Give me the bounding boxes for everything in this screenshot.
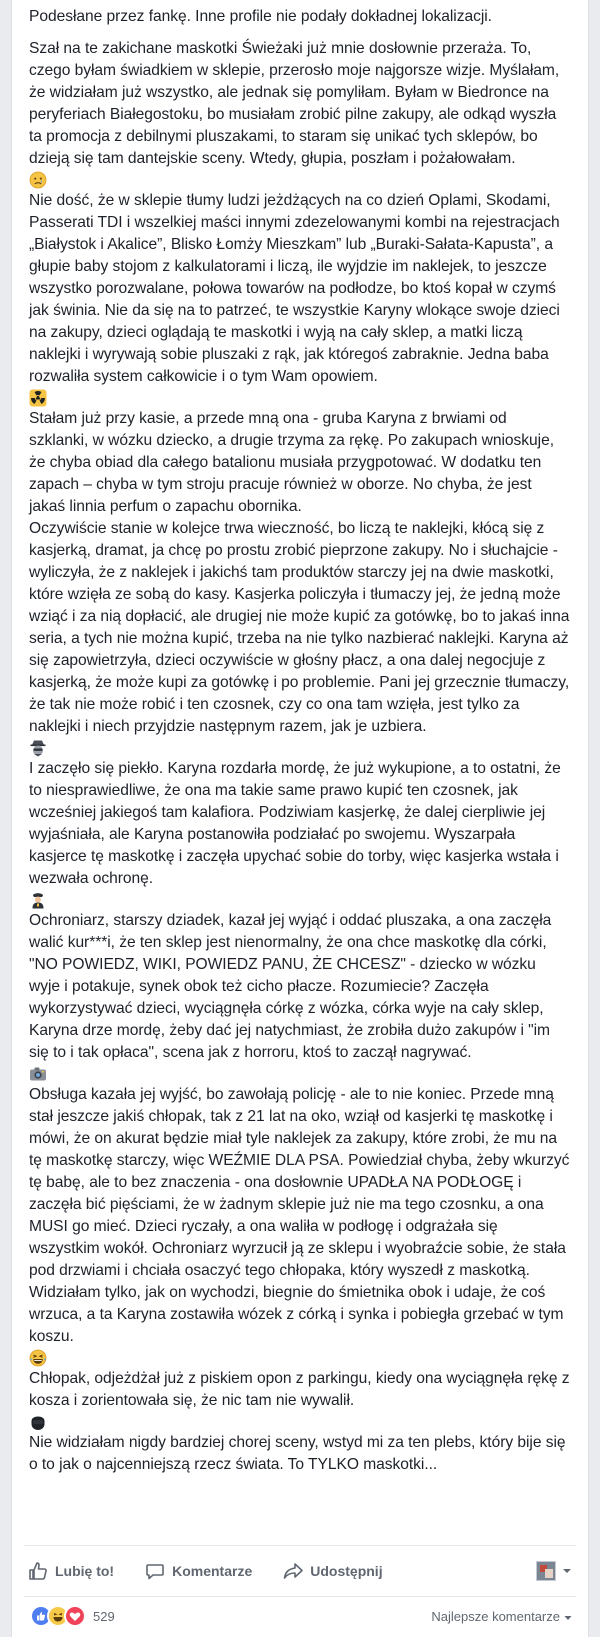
post-paragraph: Stałam już przy kasie, a przede mną ona - gruba Karyna z brwiami od szklanki, w wózku dziecko, a drugie trzyma za rękę. Po zakupach wnioskuje, że chyba obiad dla całego batalionu musiała przygpotować. W dodatku ten zapach – chyba w tym stroju pracuje również w oborze. No chyba, że jest jakaś linnia perfum o zapachu obornika. [29,410,554,515]
laughing-icon [29,1349,47,1367]
comment-label: Komentarze [172,1563,253,1579]
thumbs-up-icon [28,1561,48,1581]
post-body [12,0,588,1476]
reaction-count[interactable]: 529 [93,1608,115,1624]
reaction-icons[interactable] [30,1605,81,1627]
like-button[interactable] [28,1561,114,1581]
avatar [536,1561,556,1581]
post-paragraph: Obsługa kazała jej wyjść, bo zawołają policję - ale to nie koniec. Przede mną stał jeszcze jakiś chłopak, tak z 21 lat na oko, wziął od kasjerki tę maskotkę i mówi, że on akurat będzie miał tyle naklejek za zakupy, które zrobi, że mu na tę maskotkę starczy, więc WEŹMIE DLA PSA. Powiedział chyba, żeby wkurzyć tę babę, ale to bez znaczenia - ona dosłownie UPADŁA NA PODŁOGĘ i zaczęła bić pięściami, że w żadnym sklepie już nie ma tego czosnku, a ona MUSI go mieć. Dzieci ryczały, a ona waliła w podłogę i odgrażała się wszystkim wokół. Ochroniarz wyrzucił ją ze sklepu i wyobraźcie sobie, że stała pod drzwiami i chciała osaczyć tego chłopaka, który wyszedł z maskotką. Widziałam tylko, jak on wychodzi, biegnie do śmietnika obok i udaje, że coś wrzuca, a ta Karyna zostawiła wózek z córką i synka i pobiegła grzebać w tym koszu. [29,1086,570,1345]
sort-label: Najlepsze komentarze [431,1608,560,1624]
facebook-post [11,0,589,1637]
post-as-selector[interactable] [536,1561,572,1581]
share-button[interactable] [283,1561,382,1581]
camera-icon [29,1065,47,1083]
caret-down-icon [564,1609,572,1624]
post-paragraph: Oczywiście stanie w kolejce trwa wieczność, bo liczą te naklejki, kłócą się z kasjerką, dramat, ja chcę po prostu zrobić pieprzone zakupy. No i słuchajcie - wyliczyła, że z naklejek i jakichś tam produktów starczy jej na dwie maskotki, które wzięła ze sobą do kasy. Kasjerka policzyła i tłumaczy jej, że jedną może wziąć i za nią dopłacić, ale drugiej nie może kupić za gotówkę, bo to jakaś inna seria, a tych nie można kupić, trzeba na nie tylko nazbierać naklejki. Karyna aż się zapowietrzyła, dzieci oczywiście w głośny płacz, a ona dalej negocjuje z kasjerką, że może kupi za gotówkę i po problemie. Pani jej grzecznie tłumaczy, że tak nie może robić i ten czosnek, czy co ona tam wzięła, jest tylko za naklejki i niech przyjdzie następnym razem, jak je uzbiera. [29,520,570,735]
comment-button[interactable] [145,1561,252,1581]
dark-face-icon [29,1413,47,1431]
love-reaction-icon [64,1605,86,1627]
post-paragraph: I zaczęło się piekło. Karyna rozdarła mordę, że już wykupione, a to ostatni, że to niesprawiedliwe, że ona ma takie same prawo kupić ten czosnek, jak wcześniej jakiegoś tam kalafiora. Podziwiam kasjerkę, że dalej cierpliwie jej wyjaśniała, ale Karyna postanowiła podziałać po swojemu. Wyszarpała kasjerce tę maskotkę i zaczęła upychać sobie do torby, więc kasjerka wstała i wezwała ochronę. [29,760,561,887]
caret-down-icon [562,1562,572,1580]
like-label: Lubię to! [55,1563,115,1579]
post-paragraph: Ochroniarz, starszy dziadek, kazał jej wyjąć i oddać pluszaka, a ona zaczęła walić kur***i, że ten sklep jest nienormalny, że ona chce maskotkę dla córki, "NO POWIEDZ, WIKI, POWIEDZ PANU, ŻE CHCESZ" - dziecko w wózku wyje i potakuje, synek obok też cicho płacze. Rozumiecie? Zaczęła wykorzystywać dzieci, wyciągnęła córkę z wózka, córka wyje na cały sklep, Karyna drze mordę, żeby dać jej natychmiast, że zrobiła dużo zakupów i "im się to i tak opłaca", scena jak z horroru, ktoś to zaczął nagrywać. [29,912,552,1061]
post-paragraph: Szał na te zakichane maskotki Świeżaki już mnie dosłownie przeraża. To, czego byłam świadkiem w sklepie, przerosło moje najgorsze wizje. Myślałam, że widziałam już wszystko, ale jednak się pomyliłam. Byłam w Biedronce na peryferiach Białegostoku, bo musiałam zrobić pilne zakupy, ale odkąd wyszła ta promocja z debilnymi pluszakami, to staram się unikać tych sklepów, bo dzieją się tam dantejskie sceny. Wtedy, głupia, poszłam i pożałowałam. [29,40,560,167]
share-arrow-icon [283,1561,303,1581]
post-paragraph: Podesłane przez fankę. Inne profile nie podały dokładnej lokalizacji. [29,8,492,25]
spy-icon [29,739,47,757]
sad-face-icon [29,171,47,189]
post-paragraph: Nie dość, że w sklepie tłumy ludzi jeżdżących na co dzień Oplami, Skodami, Passerati TDI i wszelkiej maści innymi zdezelowanymi kombi na rejestracjach „Białystok i Akalice”, Blisko Łomży Mieszkam” lub „Buraki-Sałata-Kapusta”, a głupie baby stojom z kalkulatorami i liczą, ile wyjdzie im naklejek, to jeszcze wszystko porozwalane, połowa towarów na podłodze, bo ktoś kopał w czymś jak świnia. Nie da się na to patrzeć, te wszystkie Karyny wlokące swoje dzieci na zakupy, dzieci oglądają te maskotki i wyją na cały sklep, a matki liczą naklejki i wyrywają sobie pluszaki z rąk, jak któregoś zabraknie. Jedna baba rozwaliła system całkowicie i o tym Wam opowiem. [29,192,560,385]
comment-bubble-icon [145,1561,165,1581]
share-label: Udostępnij [310,1563,383,1579]
reactions-row [24,1601,576,1631]
post-paragraph: Nie widziałam nigdy bardziej chorej sceny, wstyd mi za ten plebs, który bije się o to jak o najcenniejszą rzecz świata. To TYLKO maskotki... [29,1434,566,1473]
post-paragraph: Chłopak, odjeżdżał już z piskiem opon z parkingu, kiedy ona wyciągnęła rękę z kosza i zorientowała się, że nic tam nie wywalił. [29,1370,570,1409]
radioactive-icon [29,389,47,407]
guard-icon [29,891,47,909]
comment-sort-dropdown[interactable] [431,1609,572,1624]
post-actions-bar [24,1545,576,1597]
